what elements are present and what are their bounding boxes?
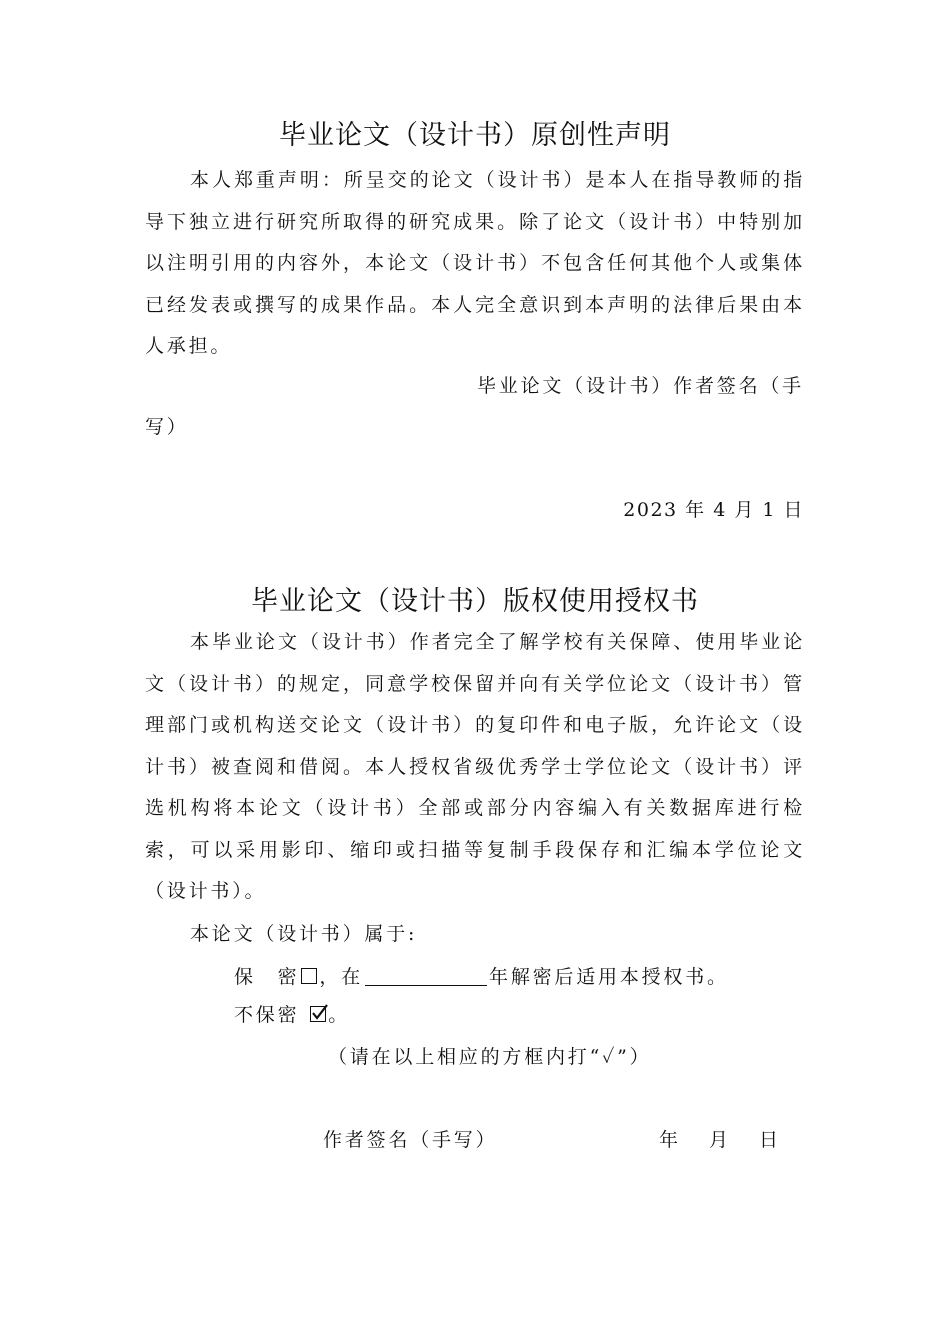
secret-checkbox[interactable] xyxy=(301,968,317,984)
authorization-date-label: 年 月 日 xyxy=(659,1129,785,1151)
secret-option xyxy=(234,962,729,992)
authorization-body: 本毕业论文（设计书）作者完全了解学校有关保障、使用毕业论文（设计书）的规定，同意学校保留并向有关学位论文（设计书）管理部门或机构送交论文（设计书）的复印件和电子版，允许论文（设计书）被查阅和借阅。本人授权省级优秀学士学位论文（设计书）评选机构将本论文（设计书）全部或部分内容编入有关数据库进行检索，可以采用影印、缩印或扫描等复制手段保存和汇编本学位论文（设计书）。 xyxy=(145,631,805,902)
declaration-title: 毕业论文（设计书）原创性声明 xyxy=(279,120,671,151)
secret-suffix-2: 年解密后适用本授权书。 xyxy=(489,966,729,988)
secret-label: 保 密 xyxy=(234,966,300,988)
not-secret-option xyxy=(234,1000,350,1030)
authorization-signature-label: 作者签名（手写） xyxy=(323,1129,498,1151)
unseal-year-blank[interactable] xyxy=(365,963,487,986)
authorization-title: 毕业论文（设计书）版权使用授权书 xyxy=(251,586,699,617)
declaration-signature-label: 毕业论文（设计书）作者签名（手 xyxy=(476,375,804,397)
belongs-label: 本论文（设计书）属于: xyxy=(190,923,418,945)
check-mark-icon xyxy=(310,1004,329,1023)
not-secret-suffix: 。 xyxy=(328,1004,351,1026)
checkbox-instruction: （请在以上相应的方框内打“✓”） xyxy=(328,1046,652,1068)
declaration-date: 2023 年 4 月 1 日 xyxy=(623,499,804,521)
not-secret-checkbox[interactable] xyxy=(310,1006,326,1022)
secret-suffix-1: ，在 xyxy=(319,966,364,988)
declaration-body: 本人郑重声明：所呈交的论文（设计书）是本人在指导教师的指导下独立进行研究所取得的研究成果。除了论文（设计书）中特别加以注明引用的内容外，本论文（设计书）不包含任何其他个人或集体已经发表或撰写的成果作品。本人完全意识到本声明的法律后果由本人承担。 xyxy=(145,169,805,357)
declaration-signature-label-wrap: 写） xyxy=(145,416,189,438)
not-secret-label: 不保密 xyxy=(234,1004,300,1026)
